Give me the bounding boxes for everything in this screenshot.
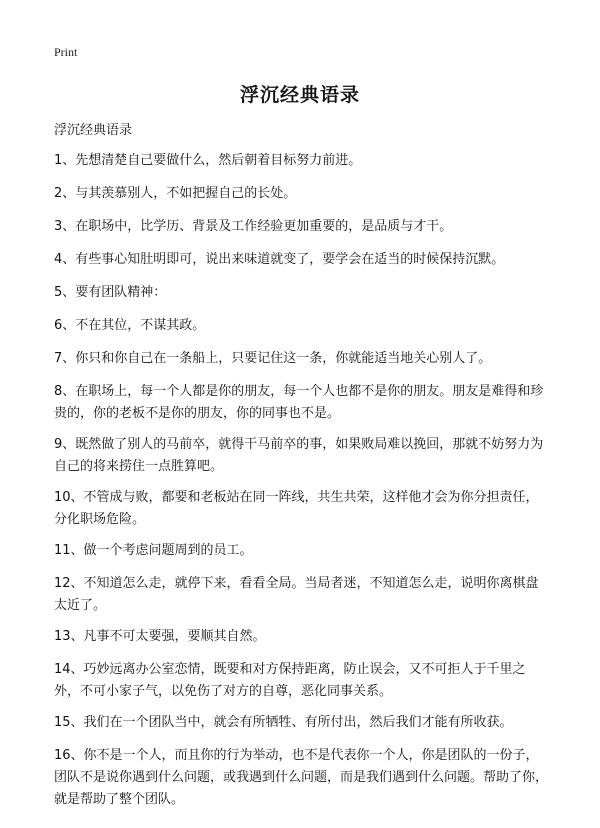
quote-item: 12、不知道怎么走，就停下来，看看全局。当局者迷，不知道怎么走，说明你离棋盘太近了。 xyxy=(54,576,539,613)
print-label: Print xyxy=(54,45,78,59)
page-title: 浮沉经典语录 xyxy=(239,84,360,106)
document-subtitle: 浮沉经典语录 xyxy=(54,123,133,138)
quote-item: 11、做一个考虑问题周到的员工。 xyxy=(54,543,253,558)
quote-item: 3、在职场中，比学历、背景及工作经验更加重要的，是品质与才干。 xyxy=(54,219,453,234)
quote-item: 14、巧妙远离办公室恋情，既要和对方保持距离，防止误会，又不可拒人于千里之外，不可小家子气，以免伤了对方的自尊，恶化同事关系。 xyxy=(54,662,526,699)
quote-item: 13、凡事不可太要强，要顺其自然。 xyxy=(54,629,266,644)
quote-item: 2、与其羡慕别人，不如把握自己的长处。 xyxy=(54,186,297,201)
quote-item: 8、在职场上，每一个人都是你的朋友，每一个人也都不是你的朋友。朋友是难得和珍贵的，你的老板不是你的朋友，你的同事也不是。 xyxy=(54,384,544,421)
quote-item: 15、我们在一个团队当中，就会有所牺牲、有所付出，然后我们才能有所收获。 xyxy=(54,715,513,730)
quote-item: 1、先想清楚自己要做什么，然后朝着目标努力前进。 xyxy=(54,153,362,168)
quote-item: 10、不管成与败，都要和老板站在同一阵线，共生共荣，这样他才会为你分担责任，分化职场危险。 xyxy=(54,490,539,527)
quote-list xyxy=(54,150,548,822)
quote-item: 4、有些事心知肚明即可，说出来味道就变了，要学会在适当的时候保持沉默。 xyxy=(54,252,505,267)
quote-item: 5、要有团队精神： xyxy=(54,285,167,300)
quote-item: 6、不在其位，不谋其政。 xyxy=(54,318,206,333)
quote-item: 16、你不是一个人，而且你的行为举动，也不是代表你一个人，你是团队的一份子，团队不是说你遇到什么问题，或我遇到什么问题，而是我们遇到什么问题。帮助了你，就是帮助了整个团队。 xyxy=(54,748,549,807)
quote-item: 7、你只和你自己在一条船上，只要记住这一条，你就能适当地关心别人了。 xyxy=(54,351,492,366)
quote-item: 9、既然做了别人的马前卒，就得干马前卒的事，如果败局难以挽回，那就不妨努力为自己的将来捞住一点胜算吧。 xyxy=(54,437,544,474)
